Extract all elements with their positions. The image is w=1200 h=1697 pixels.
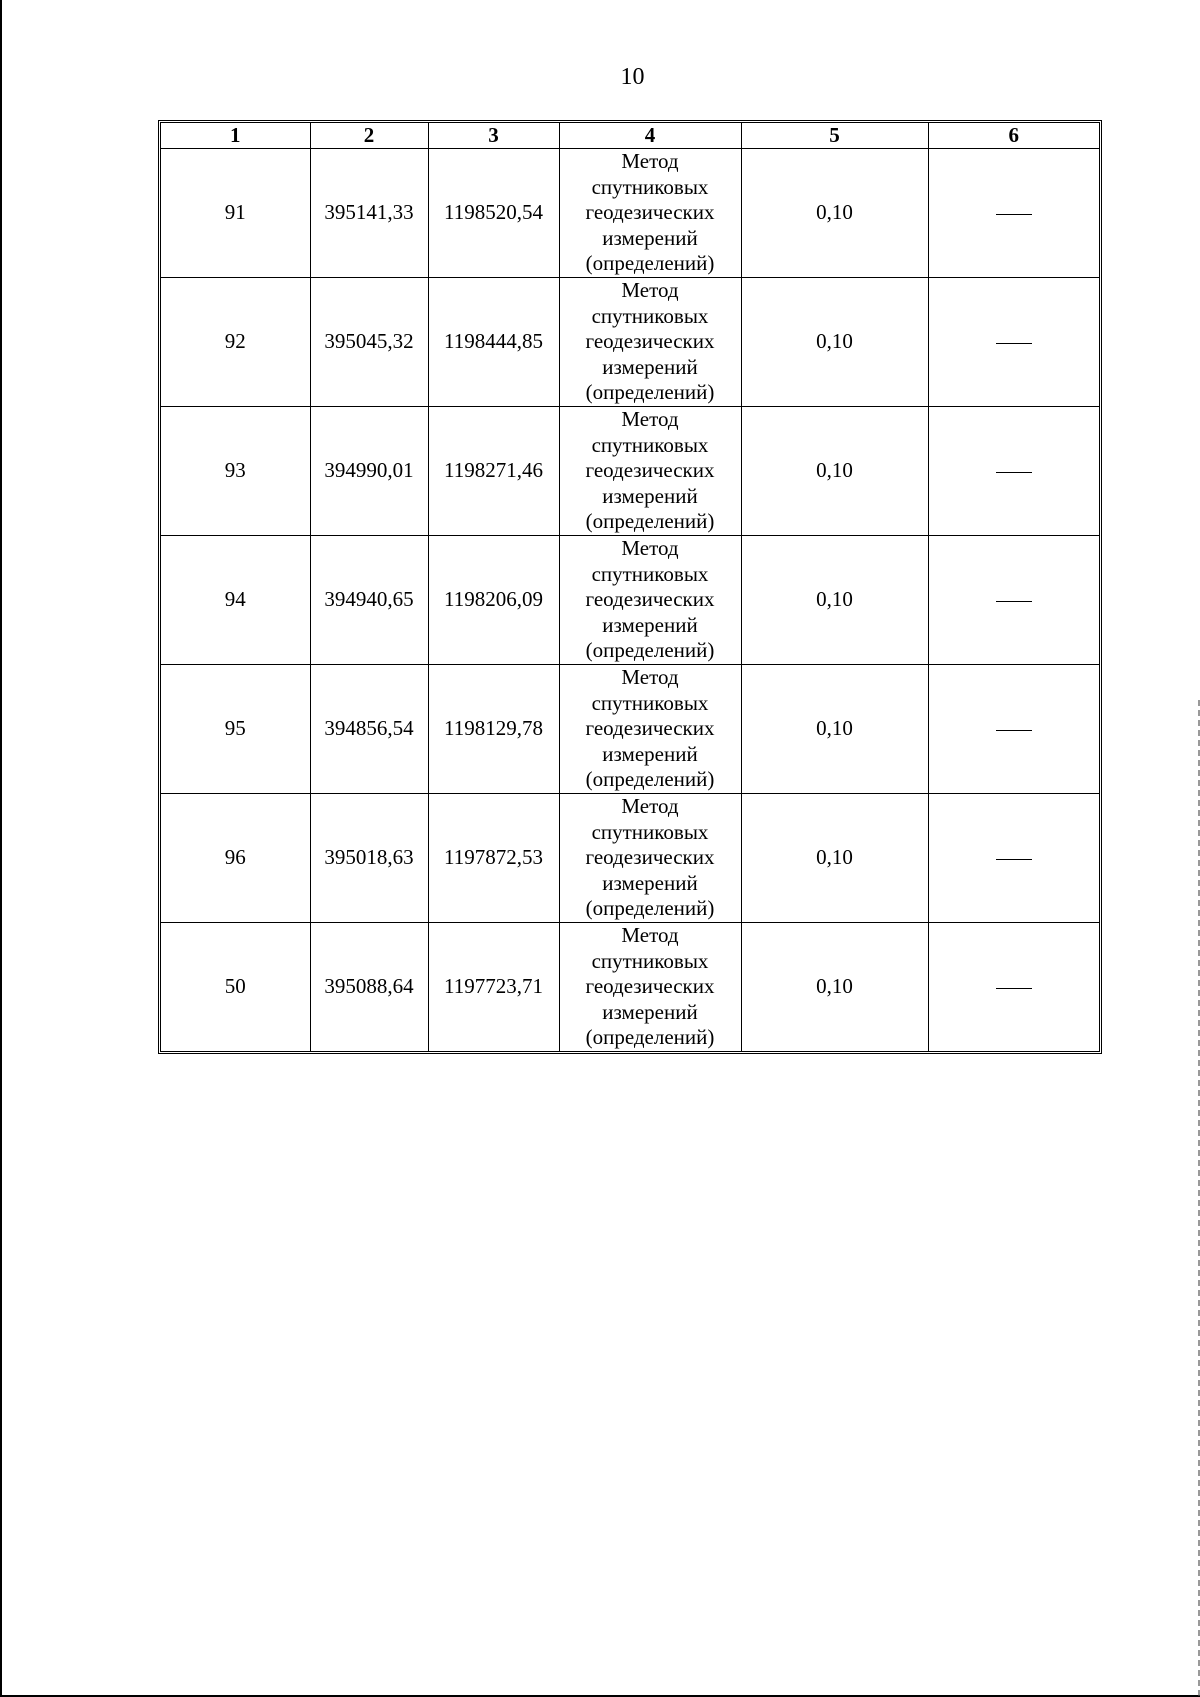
table-row bbox=[161, 665, 1099, 794]
em-dash bbox=[996, 214, 1032, 216]
coordinate-x-cell: 394940,65 bbox=[310, 536, 428, 665]
method-cell bbox=[559, 665, 741, 794]
method-text-line: геодезических bbox=[585, 458, 715, 483]
note-cell bbox=[928, 794, 1099, 923]
method-text-line: Метод bbox=[621, 149, 679, 174]
column-header-5: 5 bbox=[741, 123, 928, 149]
accuracy-cell: 0,10 bbox=[741, 407, 928, 536]
coordinate-x-cell: 395088,64 bbox=[310, 923, 428, 1052]
method-text-line: измерений bbox=[602, 354, 698, 379]
table-row bbox=[161, 407, 1099, 536]
note-cell bbox=[928, 407, 1099, 536]
coordinates-table-frame bbox=[158, 120, 1102, 1054]
coordinate-y-cell: 1197723,71 bbox=[428, 923, 559, 1052]
method-text-line: Метод bbox=[621, 794, 679, 819]
method-text-line: измерений bbox=[602, 741, 698, 766]
note-cell bbox=[928, 278, 1099, 407]
page-number: 10 bbox=[620, 64, 645, 90]
point-number-cell: 92 bbox=[161, 278, 310, 407]
method-text-line: измерений bbox=[602, 999, 698, 1024]
point-number-cell: 94 bbox=[161, 536, 310, 665]
column-header-1: 1 bbox=[161, 123, 310, 149]
method-text-line: геодезических bbox=[585, 974, 715, 999]
table-body bbox=[161, 149, 1099, 1052]
note-cell bbox=[928, 149, 1099, 278]
point-number-cell: 50 bbox=[161, 923, 310, 1052]
accuracy-cell: 0,10 bbox=[741, 536, 928, 665]
note-cell bbox=[928, 665, 1099, 794]
em-dash bbox=[996, 988, 1032, 990]
method-text-line: спутниковых bbox=[591, 432, 709, 457]
table-row bbox=[161, 794, 1099, 923]
method-text-line: (определений) bbox=[585, 251, 715, 276]
coordinate-y-cell: 1198271,46 bbox=[428, 407, 559, 536]
method-text-line: геодезических bbox=[585, 716, 715, 741]
method-text-line: Метод bbox=[621, 536, 679, 561]
coordinate-x-cell: 395045,32 bbox=[310, 278, 428, 407]
coordinate-y-cell: 1198520,54 bbox=[428, 149, 559, 278]
method-text-line: (определений) bbox=[585, 767, 715, 792]
table-row bbox=[161, 923, 1099, 1052]
column-header-2: 2 bbox=[310, 123, 428, 149]
method-text-line: геодезических bbox=[585, 845, 715, 870]
method-text-line: Метод bbox=[621, 923, 679, 948]
table-row bbox=[161, 278, 1099, 407]
method-text-line: спутниковых bbox=[591, 174, 709, 199]
method-text-line: измерений bbox=[602, 612, 698, 637]
method-text-line: измерений bbox=[602, 870, 698, 895]
point-number-cell: 93 bbox=[161, 407, 310, 536]
em-dash bbox=[996, 601, 1032, 603]
method-text-line: Метод bbox=[621, 407, 679, 432]
note-cell bbox=[928, 536, 1099, 665]
accuracy-cell: 0,10 bbox=[741, 665, 928, 794]
method-text-line: Метод bbox=[621, 278, 679, 303]
coordinate-x-cell: 394856,54 bbox=[310, 665, 428, 794]
table-header-row bbox=[161, 123, 1099, 149]
method-text-line: Метод bbox=[621, 665, 679, 690]
accuracy-cell: 0,10 bbox=[741, 149, 928, 278]
method-text-line: (определений) bbox=[585, 509, 715, 534]
method-text-line: спутниковых bbox=[591, 690, 709, 715]
method-cell bbox=[559, 149, 741, 278]
em-dash bbox=[996, 730, 1032, 732]
em-dash bbox=[996, 859, 1032, 861]
method-text-line: геодезических bbox=[585, 200, 715, 225]
point-number-cell: 91 bbox=[161, 149, 310, 278]
method-text-line: геодезических bbox=[585, 329, 715, 354]
note-cell bbox=[928, 923, 1099, 1052]
method-text-line: (определений) bbox=[585, 380, 715, 405]
table-row bbox=[161, 536, 1099, 665]
accuracy-cell: 0,10 bbox=[741, 278, 928, 407]
table-row bbox=[161, 149, 1099, 278]
method-text-line: спутниковых bbox=[591, 561, 709, 586]
point-number-cell: 96 bbox=[161, 794, 310, 923]
method-cell bbox=[559, 794, 741, 923]
method-cell bbox=[559, 278, 741, 407]
scan-border-left bbox=[0, 0, 2, 1697]
method-cell bbox=[559, 923, 741, 1052]
column-header-4: 4 bbox=[559, 123, 741, 149]
column-header-6: 6 bbox=[928, 123, 1099, 149]
accuracy-cell: 0,10 bbox=[741, 923, 928, 1052]
method-text-line: измерений bbox=[602, 225, 698, 250]
coordinate-x-cell: 395018,63 bbox=[310, 794, 428, 923]
method-cell bbox=[559, 407, 741, 536]
method-cell bbox=[559, 536, 741, 665]
method-text-line: спутниковых bbox=[591, 948, 709, 973]
method-text-line: (определений) bbox=[585, 896, 715, 921]
method-text-line: (определений) bbox=[585, 638, 715, 663]
em-dash bbox=[996, 472, 1032, 474]
coordinate-y-cell: 1198206,09 bbox=[428, 536, 559, 665]
coordinate-x-cell: 395141,33 bbox=[310, 149, 428, 278]
em-dash bbox=[996, 343, 1032, 345]
method-text-line: спутниковых bbox=[591, 303, 709, 328]
method-text-line: измерений bbox=[602, 483, 698, 508]
coordinate-y-cell: 1198129,78 bbox=[428, 665, 559, 794]
coordinates-table bbox=[161, 123, 1099, 1051]
coordinate-x-cell: 394990,01 bbox=[310, 407, 428, 536]
method-text-line: геодезических bbox=[585, 587, 715, 612]
method-text-line: спутниковых bbox=[591, 819, 709, 844]
coordinate-y-cell: 1197872,53 bbox=[428, 794, 559, 923]
coordinate-y-cell: 1198444,85 bbox=[428, 278, 559, 407]
accuracy-cell: 0,10 bbox=[741, 794, 928, 923]
column-header-3: 3 bbox=[428, 123, 559, 149]
method-text-line: (определений) bbox=[585, 1025, 715, 1050]
point-number-cell: 95 bbox=[161, 665, 310, 794]
